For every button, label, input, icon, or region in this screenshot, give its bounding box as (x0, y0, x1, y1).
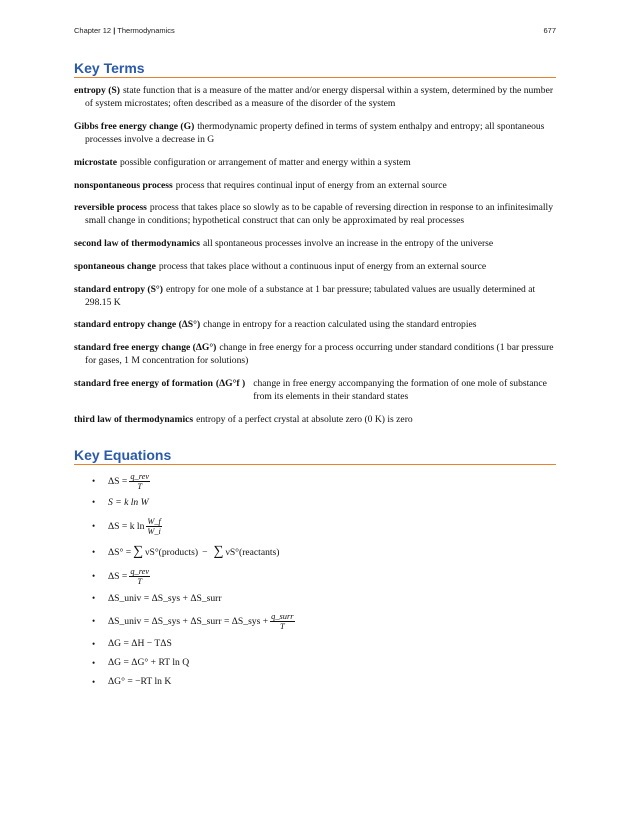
bullet: • (92, 521, 96, 531)
fraction (146, 517, 162, 536)
term-entry (74, 237, 558, 250)
term-name: third law of thermodynamics (74, 413, 194, 425)
equation-item (92, 564, 552, 588)
term-entry (74, 260, 558, 273)
equation-text: ΔG° = −RT ln K (108, 676, 172, 687)
equation-item (92, 492, 552, 512)
term-name: reversible process (74, 202, 147, 214)
term-entry (74, 84, 558, 110)
term-entry-formation (74, 377, 558, 403)
denominator: W_i (147, 526, 161, 536)
term-definition: entropy for one mole of a substance at 1 bar pressure; tabulated values are usually determined at 298.15 K (85, 283, 536, 308)
key-terms-list (74, 84, 558, 436)
equation-item (92, 634, 552, 653)
bullet: • (92, 676, 96, 687)
term-entry (74, 179, 558, 192)
term-name: Gibbs free energy change (G) (74, 120, 195, 132)
equation-lhs: ΔS_univ = ΔS_sys + ΔS_surr = ΔS_sys + (108, 615, 269, 627)
equation-item (92, 608, 552, 634)
bullet: • (92, 497, 96, 507)
equation-item (92, 470, 552, 492)
fraction (270, 612, 294, 631)
term-definition: change in free energy accompanying the formation of one mole of substance from its elements in their standard states (253, 378, 547, 403)
header-separator: | (113, 26, 116, 35)
term-definition: state function that is a measure of the matter and/or energy dispersal within a system, determined by the number of system microstates; often described as a measure of the disorder of the system (85, 85, 554, 110)
term-entry (74, 318, 558, 331)
term-entry (74, 413, 558, 426)
bullet: • (92, 593, 96, 603)
term-definition: process that requires continual input of energy from an external source (175, 179, 447, 191)
equation-item (92, 653, 552, 672)
bullet: • (92, 638, 96, 649)
page-number: 677 (543, 26, 556, 35)
fraction (129, 567, 150, 586)
term-entry (74, 120, 558, 146)
bullet: • (92, 616, 96, 626)
numerator: W_f (147, 516, 161, 526)
equation-item (92, 672, 552, 691)
equation-text: S = k ln W (108, 496, 149, 508)
running-head (74, 26, 556, 35)
equation-lhs: ΔS° = (108, 546, 132, 558)
sum-symbol: ∑ (133, 544, 144, 559)
term-entry (74, 156, 558, 169)
term-name: spontaneous change (74, 260, 156, 272)
bullet: • (92, 547, 96, 557)
fraction (129, 472, 150, 491)
term-name: microstate (74, 156, 117, 168)
term-definition: possible configuration or arrangement of matter and energy within a system (119, 156, 411, 168)
products-term: νS°(products) (145, 546, 199, 558)
bullet: • (92, 571, 96, 581)
minus-sign: − (202, 546, 208, 558)
equation-item (92, 512, 552, 540)
term-entry (74, 283, 558, 309)
equation-lhs: ΔS = k ln (108, 520, 145, 532)
term-name: entropy (S) (74, 85, 120, 96)
equation-item (92, 588, 552, 608)
denominator: T (137, 576, 143, 586)
term-entry (74, 201, 558, 227)
equation-text: ΔG = ΔH − TΔS (108, 638, 172, 649)
sum-symbol: ∑ (213, 544, 224, 559)
equation-lhs: ΔS = (108, 475, 128, 487)
denominator: T (137, 481, 143, 491)
term-name: standard free energy of formation (74, 378, 213, 390)
term-name: nonspontaneous process (74, 179, 173, 191)
denominator: T (279, 621, 285, 631)
numerator: q_surr (271, 611, 294, 621)
key-terms-heading: Key Terms (74, 60, 556, 78)
term-name: second law of thermodynamics (74, 238, 201, 250)
numerator: q_rev (130, 471, 150, 481)
term-definition: process that takes place without a continuous input of energy from an external source (158, 260, 487, 272)
reactants-term: νS°(reactants) (225, 546, 280, 558)
equation-text: ΔG = ΔG° + RT ln Q (108, 657, 190, 668)
term-definition: process that takes place so slowly as to be capable of reversing direction in response to an infinitesimally small change in conditions; hypothetical construct that can only be approximated by real processes (85, 202, 554, 227)
term-definition: change in free energy for a process occurring under standard conditions (1 bar pressure for gases, 1 M concentration for solutions) (85, 342, 554, 367)
term-definition: change in entropy for a reaction calculated using the standard entropies (203, 319, 477, 331)
chapter-label: Chapter 12 | Thermodynamics (74, 26, 175, 35)
term-definition: all spontaneous processes involve an increase in the entropy of the universe (203, 238, 494, 250)
equation-lhs: ΔS = (108, 570, 128, 582)
term-entry (74, 341, 558, 367)
equation-item (92, 540, 552, 564)
term-definition: thermodynamic property defined in terms of system enthalpy and entropy; all spontaneous processes involve a decrease in G (85, 120, 545, 146)
bullet: • (92, 657, 96, 668)
equation-text: ΔS_univ = ΔS_sys + ΔS_surr (108, 592, 222, 604)
term-name: standard free energy change (ΔG°) (74, 342, 217, 354)
term-symbol: (ΔG°f ) (215, 378, 246, 390)
numerator: q_rev (130, 566, 150, 576)
key-equations-list (92, 470, 552, 691)
term-name: standard entropy change (ΔS°) (74, 319, 201, 331)
chapter-title: Thermodynamics (117, 26, 175, 35)
term-definition: entropy of a perfect crystal at absolute zero (0 K) is zero (196, 413, 413, 425)
key-equations-heading: Key Equations (74, 447, 556, 465)
term-name: standard entropy (S°) (74, 283, 163, 295)
bullet: • (92, 476, 96, 486)
